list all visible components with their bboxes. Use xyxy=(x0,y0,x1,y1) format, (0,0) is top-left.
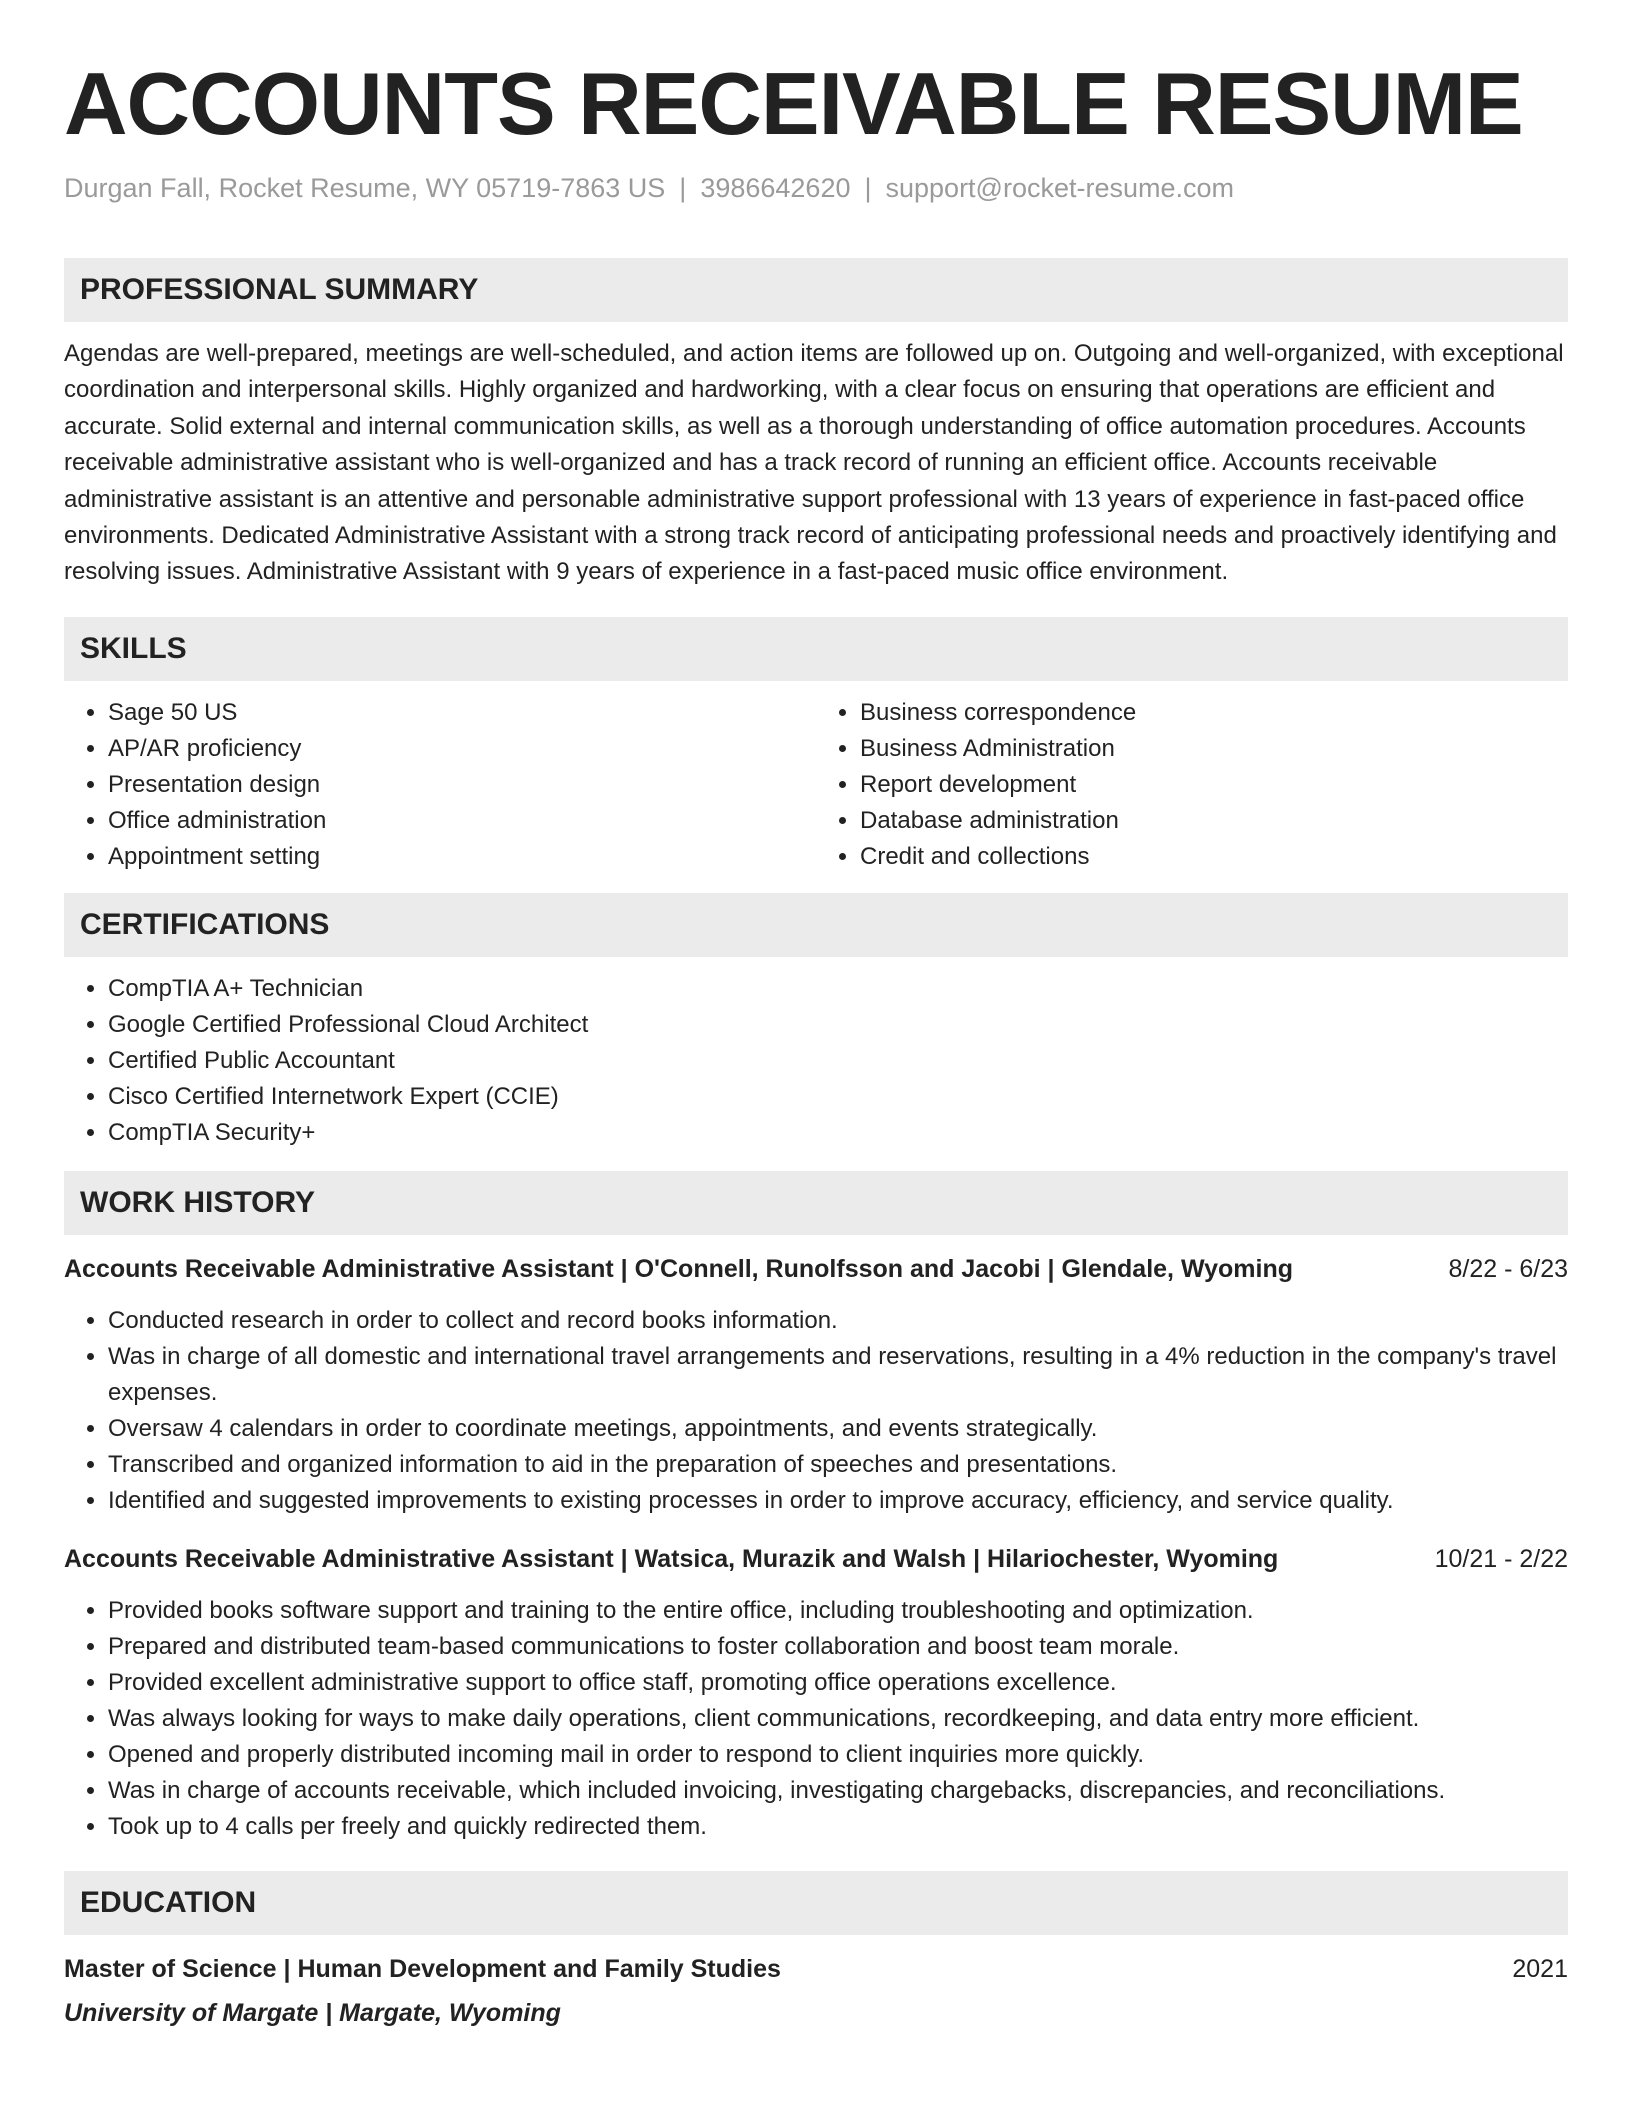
job-dates: 10/21 - 2/22 xyxy=(1434,1544,1568,1573)
contact-address: Durgan Fall, Rocket Resume, WY 05719-7863 US xyxy=(64,173,666,203)
job-bullet: • Provided books software support and training to the entire office, including troubleshooting and optimization. xyxy=(108,1593,1568,1629)
certification-item: • Google Certified Professional Cloud Architect xyxy=(108,1007,1568,1043)
skill-item: • Presentation design xyxy=(108,767,816,803)
education-year: 2021 xyxy=(1512,1954,1568,1983)
certifications-heading: CERTIFICATIONS xyxy=(64,893,1568,957)
job-bullet: • Was in charge of all domestic and international travel arrangements and reservations, resulting in a 4% reduction in the company's travel expenses. xyxy=(108,1339,1568,1411)
job-bullet: • Conducted research in order to collect and record books information. xyxy=(108,1303,1568,1339)
contact-separator: | xyxy=(679,173,687,203)
summary-text: Agendas are well-prepared, meetings are well-scheduled, and action items are followed up on. Outgoing and well-organized, with exceptional coordination and interpersonal skills. Highly organized and hardworking, with a clear focus on ensuring that operations are efficient and accurate. Solid external and internal communication skills, as well as a thorough understanding of office automation procedures. Accounts receivable administrative assistant who is well-organized and has a track record of running an efficient office. Accounts receivable administrative assistant is an attentive and personable administrative support professional with 13 years of experience in fast-paced office environments. Dedicated Administrative Assistant with a strong track record of anticipating professional needs and proactively identifying and resolving issues. Administrative Assistant with 9 years of experience in a fast-paced music office environment. xyxy=(64,340,1564,586)
job-bullet: • Was always looking for ways to make daily operations, client communications, recordkeeping, and data entry more efficient. xyxy=(108,1701,1568,1737)
job-bullet: • Took up to 4 calls per freely and quickly redirected them. xyxy=(108,1809,1568,1845)
contact-separator: | xyxy=(864,173,872,203)
education-degree: Master of Science | Human Development and Family Studies xyxy=(64,1954,781,1983)
job-bullet: • Identified and suggested improvements to existing processes in order to improve accuracy, efficiency, and service quality. xyxy=(108,1483,1568,1519)
job-header xyxy=(64,1541,1568,1577)
job-bullet: • Opened and properly distributed incoming mail in order to respond to client inquiries more quickly. xyxy=(108,1737,1568,1773)
job-title: Accounts Receivable Administrative Assistant | Watsica, Murazik and Walsh | Hilariochester, Wyoming xyxy=(64,1544,1279,1573)
education-entry xyxy=(64,1951,1568,2031)
skill-item: • Appointment setting xyxy=(108,839,816,875)
contact-phone: 3986642620 xyxy=(700,173,851,203)
job-bullet: • Prepared and distributed team-based communications to foster collaboration and boost team morale. xyxy=(108,1629,1568,1665)
summary-heading: PROFESSIONAL SUMMARY xyxy=(64,258,1568,322)
education-header xyxy=(64,1951,1568,1987)
skill-item: • Office administration xyxy=(108,803,816,839)
skill-item: • Report development xyxy=(860,767,1568,803)
job-title: Accounts Receivable Administrative Assistant | O'Connell, Runolfsson and Jacobi | Glendale, Wyoming xyxy=(64,1254,1293,1283)
skill-item: • Credit and collections xyxy=(860,839,1568,875)
contact-email: support@rocket-resume.com xyxy=(885,173,1235,203)
job-bullet: • Transcribed and organized information to aid in the preparation of speeches and presentations. xyxy=(108,1447,1568,1483)
certification-item: • Cisco Certified Internetwork Expert (CCIE) xyxy=(108,1079,1568,1115)
job-dates: 8/22 - 6/23 xyxy=(1448,1254,1568,1283)
skill-item: • Database administration xyxy=(860,803,1568,839)
job-bullets xyxy=(64,1593,1568,1845)
job-entry xyxy=(64,1541,1568,1845)
skills-heading: SKILLS xyxy=(64,617,1568,681)
job-bullet: • Provided excellent administrative support to office staff, promoting office operations excellence. xyxy=(108,1665,1568,1701)
job-bullet: • Was in charge of accounts receivable, which included invoicing, investigating chargebacks, discrepancies, and reconciliations. xyxy=(108,1773,1568,1809)
certification-item: • Certified Public Accountant xyxy=(108,1043,1568,1079)
contact-line xyxy=(64,170,1568,206)
skills-list-left xyxy=(64,695,816,875)
job-entry xyxy=(64,1251,1568,1519)
work-heading: WORK HISTORY xyxy=(64,1171,1568,1235)
resume-title: ACCOUNTS RECEIVABLE RESUME xyxy=(64,54,1523,153)
skill-item: • Business Administration xyxy=(860,731,1568,767)
job-header xyxy=(64,1251,1568,1287)
certification-item: • CompTIA Security+ xyxy=(108,1115,1568,1151)
skills-list-right xyxy=(816,695,1568,875)
education-school: University of Margate | Margate, Wyoming xyxy=(64,1998,561,2027)
education-heading: EDUCATION xyxy=(64,1871,1568,1935)
job-bullet: • Oversaw 4 calendars in order to coordinate meetings, appointments, and events strategically. xyxy=(108,1411,1568,1447)
certifications-list xyxy=(64,971,1568,1151)
skills-grid xyxy=(64,695,1568,875)
job-bullets xyxy=(64,1303,1568,1519)
skill-item: • Business correspondence xyxy=(860,695,1568,731)
skill-item: • AP/AR proficiency xyxy=(108,731,816,767)
skill-item: • Sage 50 US xyxy=(108,695,816,731)
certification-item: • CompTIA A+ Technician xyxy=(108,971,1568,1007)
